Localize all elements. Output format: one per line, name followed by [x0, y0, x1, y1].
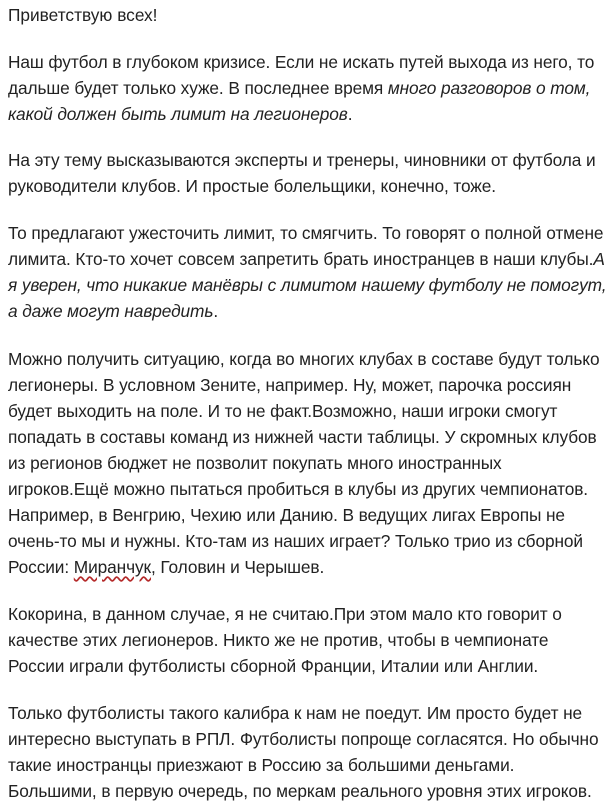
paragraph-1: [8, 49, 594, 127]
plain-text: дальше будет только хуже. В последнее время: [8, 78, 388, 98]
spellcheck-marked-word: Миранчук: [73, 557, 152, 577]
greeting-text: Приветствую всех!: [8, 5, 158, 25]
paragraph-4-line: Можно получить ситуацию, когда во многих клубах в составе будут только: [8, 349, 600, 369]
paragraph-5-line: качестве этих легионеров. Никто же не против, чтобы в чемпионате: [8, 630, 549, 650]
paragraph-4-line: попадать в составы команд из нижней части таблицы. У скромных клубов: [8, 427, 597, 447]
paragraph-1-line: [8, 75, 594, 101]
plain-text: России:: [8, 557, 74, 577]
paragraph-3-line: я уверен, что никакие манёвры с лимитом нашему футболу не помогут,: [8, 275, 607, 295]
paragraph-4-line: из регионов бюджет не позволит покупать много иностранных: [8, 453, 502, 473]
paragraph-2: [8, 147, 596, 199]
plain-text: , Головин и Черышев.: [151, 557, 325, 577]
paragraph-4: [8, 346, 599, 580]
paragraph-5-line: Кокорина, в данном случае, я не считаю.При этом мало кто говорит о: [8, 604, 562, 624]
paragraph-2-line: На эту тему высказываются эксперты и тренеры, чиновники от футбола и: [8, 150, 596, 170]
italic-text: много разговоров о том,: [387, 78, 591, 98]
plain-text: .: [213, 301, 219, 321]
italic-text: а даже могут навредить: [8, 301, 214, 321]
paragraph-6-line: интересно выступать в РПЛ. Футболисты попроще согласятся. Но обычно: [8, 729, 599, 749]
paragraph-4-line: Например, в Венгрию, Чехию или Данию. В ведущих лигах Европы не: [8, 505, 565, 525]
paragraph-3-line: [8, 246, 606, 272]
paragraph-6-line: Большими, в первую очередь, по меркам реального уровня этих игроков.: [8, 781, 592, 801]
plain-text: .: [347, 104, 353, 124]
article-body: [8, 0, 608, 801]
paragraph-6-line: такие иностранцы приезжают в Россию за большими деньгами.: [8, 755, 515, 775]
paragraph-6: [8, 700, 599, 804]
paragraph-5: [8, 601, 562, 679]
paragraph-3: [8, 220, 606, 324]
paragraph-3-line: То предлагают ужесточить лимит, то смягчить. То говорят о полной отмене: [8, 223, 604, 243]
italic-text: какой должен быть лимит на легионеров: [8, 104, 348, 124]
paragraph-1-line: Наш футбол в глубоком кризисе. Если не искать путей выхода из него, то: [8, 52, 595, 72]
paragraph-2-line: руководители клубов. И простые болельщики, конечно, тоже.: [8, 176, 496, 196]
paragraph-4-line: очень-то мы и нужны. Кто-там из наших играет? Только трио из сборной: [8, 531, 583, 551]
paragraph-3-line: [8, 298, 606, 324]
paragraph-5-line: России играли футболисты сборной Франции, Италии или Англии.: [8, 656, 539, 676]
italic-text: А: [593, 249, 605, 269]
paragraph-6-line: Только футболисты такого калибра к нам не поедут. Им просто будет не: [8, 703, 583, 723]
paragraph-4-line: [8, 554, 599, 580]
paragraph-4-line: легионеры. В условном Зените, например. Ну, может, парочка россиян: [8, 375, 572, 395]
paragraph-4-line: игроков.Ещё можно пытаться пробиться в клубы из других чемпионатов.: [8, 479, 588, 499]
plain-text: лимита. Кто-то хочет совсем запретить брать иностранцев в наши клубы.: [8, 249, 594, 269]
paragraph-4-line: будет выходить на поле. И то не факт.Возможно, наши игроки смогут: [8, 401, 558, 421]
paragraph-1-line: [8, 101, 594, 127]
